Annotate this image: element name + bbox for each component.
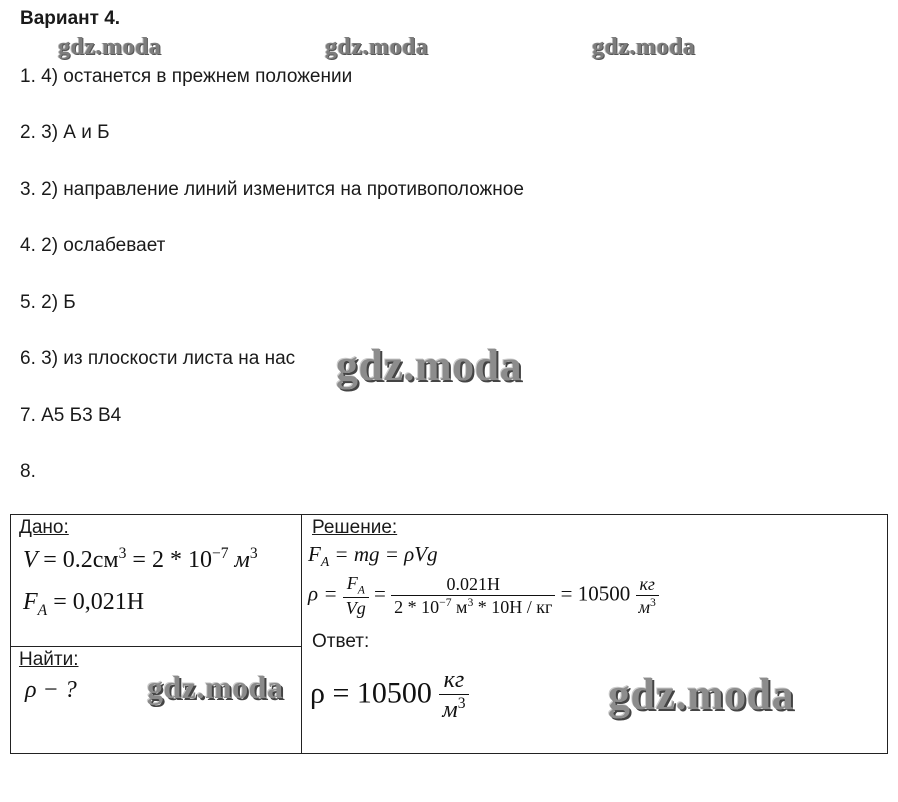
formula-density: ρ = $\frac{F_A}{Vg}$ = $\frac{0.021H}{2 * 10^{-7} м^3 * 10H / кг}$ = 10500 $\frac{кг}{м^3}$ <box>308 573 659 619</box>
answer-1: 1. 4) останется в прежнем положении <box>20 66 353 87</box>
watermark: gdz.moda <box>608 670 795 719</box>
solution-label: Решение: <box>312 517 398 538</box>
given-label: Дано: <box>19 517 69 538</box>
answer-5: 5. 2) Б <box>20 292 76 313</box>
answer-3: 3. 2) направление линий изменится на противоположное <box>20 179 524 200</box>
variant-title: Вариант 4. <box>20 8 121 29</box>
formula-archimedes: $F_A$ = mg = ρVg <box>308 542 438 570</box>
answer-label: Ответ: <box>312 631 370 652</box>
watermark: gdz.moda <box>58 34 162 60</box>
find-label: Найти: <box>19 649 79 670</box>
watermark: gdz.moda <box>336 341 523 390</box>
answer-7: 7. А5 Б3 В4 <box>20 405 122 426</box>
answer-6: 6. 3) из плоскости листа на нас <box>20 348 296 369</box>
solution-cell <box>302 515 888 754</box>
find-value: ρ − ? <box>25 677 77 703</box>
final-answer: ρ = 10500 $\frac{кг}{м^3}$ <box>310 667 469 724</box>
answer-8: 8. <box>20 461 36 482</box>
watermark: gdz.moda <box>325 34 429 60</box>
answer-4: 4. 2) ослабевает <box>20 235 166 256</box>
given-cell <box>11 515 302 647</box>
solution-table <box>10 514 888 754</box>
given-force: $F_A = 0,021H$ <box>23 589 145 619</box>
given-volume: $V = 0.2см^3 = 2 * 10^{-7}$ $м^3$ <box>23 545 258 573</box>
answer-2: 2. 3) А и Б <box>20 122 110 143</box>
watermark: gdz.moda <box>592 34 696 60</box>
watermark: gdz.moda <box>147 669 284 705</box>
find-cell <box>11 647 302 754</box>
